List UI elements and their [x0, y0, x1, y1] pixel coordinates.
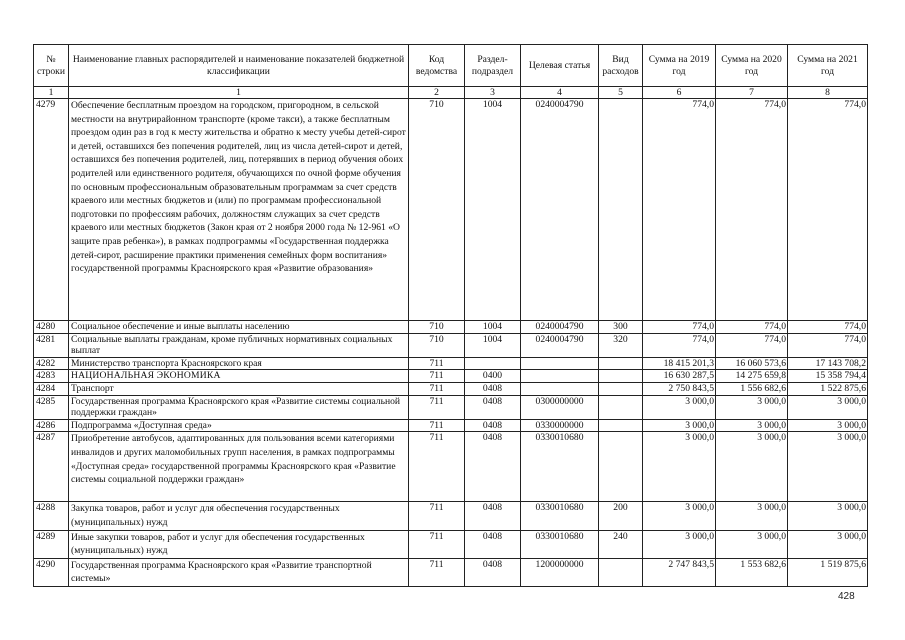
row-exp-type [599, 357, 643, 370]
row-number: 4283 [34, 370, 69, 383]
row-target: 0240004790 [521, 99, 599, 321]
row-sum-2019: 3 000,0 [643, 395, 716, 419]
row-sum-2019: 774,0 [643, 321, 716, 334]
row-dept-code: 711 [409, 419, 465, 432]
row-dept-code: 711 [409, 395, 465, 419]
row-number: 4280 [34, 321, 69, 334]
row-target: 0330000000 [521, 419, 599, 432]
row-target [521, 370, 599, 383]
col-number: 3 [465, 87, 521, 99]
col-header-target: Целевая статья [521, 45, 599, 87]
col-number: 8 [788, 87, 868, 99]
col-header-sum-2021: Сумма на 2021 год [788, 45, 868, 87]
row-section: 0400 [465, 370, 521, 383]
row-dept-code: 711 [409, 558, 465, 586]
col-header-sum-2020: Сумма на 2020 год [716, 45, 788, 87]
row-sum-2019: 2 747 843,5 [643, 558, 716, 586]
row-section: 0408 [465, 395, 521, 419]
col-number: 4 [521, 87, 599, 99]
row-number: 4290 [34, 558, 69, 586]
row-section: 0408 [465, 382, 521, 395]
col-header-name: Наименование главных распорядителей и наименование показателей бюджетной классификации [69, 45, 409, 87]
row-section: 1004 [465, 321, 521, 334]
row-section: 0408 [465, 419, 521, 432]
row-dept-code: 711 [409, 370, 465, 383]
row-sum-2020: 3 000,0 [716, 419, 788, 432]
row-sum-2021: 3 000,0 [788, 419, 868, 432]
col-header-exp-type: Вид расходов [599, 45, 643, 87]
row-exp-type [599, 370, 643, 383]
row-dept-code: 711 [409, 530, 465, 558]
row-target: 0330010680 [521, 432, 599, 502]
table-row [34, 419, 868, 432]
col-number: 6 [643, 87, 716, 99]
page-number: 428 [838, 591, 855, 602]
col-number: 7 [716, 87, 788, 99]
row-sum-2020: 3 000,0 [716, 432, 788, 502]
row-sum-2021: 3 000,0 [788, 395, 868, 419]
col-header-dept: Код ведомства [409, 45, 465, 87]
row-name: Государственная программа Красноярского края «Развитие системы социальной поддержки граждан» [69, 395, 409, 419]
row-name: Министерство транспорта Красноярского края [69, 357, 409, 370]
table-row [34, 321, 868, 334]
col-number: 1 [34, 87, 69, 99]
row-section: 1004 [465, 99, 521, 321]
row-sum-2020: 774,0 [716, 333, 788, 357]
row-sum-2019: 3 000,0 [643, 502, 716, 530]
row-sum-2019: 3 000,0 [643, 419, 716, 432]
row-sum-2020: 14 275 659,8 [716, 370, 788, 383]
row-section: 0408 [465, 530, 521, 558]
row-dept-code: 710 [409, 333, 465, 357]
col-header-sum-2019: Сумма на 2019 год [643, 45, 716, 87]
row-sum-2020: 16 060 573,6 [716, 357, 788, 370]
table-row [34, 357, 868, 370]
row-name: Транспорт [69, 382, 409, 395]
row-sum-2021: 774,0 [788, 333, 868, 357]
row-sum-2019: 3 000,0 [643, 530, 716, 558]
row-section: 0408 [465, 502, 521, 530]
row-target: 0240004790 [521, 321, 599, 334]
row-name: Государственная программа Красноярского края «Развитие транспортной системы» [69, 558, 409, 586]
row-dept-code: 710 [409, 99, 465, 321]
row-name: НАЦИОНАЛЬНАЯ ЭКОНОМИКА [69, 370, 409, 383]
row-exp-type [599, 558, 643, 586]
row-exp-type: 240 [599, 530, 643, 558]
row-section: 0408 [465, 558, 521, 586]
col-header-row-no: № строки [34, 45, 69, 87]
row-target [521, 382, 599, 395]
row-number: 4286 [34, 419, 69, 432]
row-number: 4289 [34, 530, 69, 558]
row-sum-2021: 3 000,0 [788, 432, 868, 502]
row-exp-type: 200 [599, 502, 643, 530]
col-number: 5 [599, 87, 643, 99]
row-target [521, 357, 599, 370]
table-row [34, 558, 868, 586]
row-name: Обеспечение бесплатным проездом на городском, пригородном, в сельской местности на внутрирайонном транспорте (кроме такси), а также бесплатным проездом один раз в год к месту жительства и обратно к месту учебы детей-сирот и детей, оставшихся без попечения родителей, лиц из числа детей-сирот и детей, оставшихся без попечения родителей, лиц, потерявших в период обучения обоих родителей или единственного родителя, обучающихся по очной форме обучения по основным профессиональным образовательным программам за счет средств краевого или местных бюджетов и (или) по программам профессиональной подготовки по профессиям рабочих, должностям служащих за счет средств краевого или местных бюджетов (Закон края от 2 ноября 2000 года № 12-961 «О защите прав ребенка»), в рамках подпрограммы «Государственная поддержка детей-сирот, расширение практики применения семейных форм воспитания» государственной программы Красноярского края «Развитие образования» [69, 99, 409, 321]
col-number: 1 [69, 87, 409, 99]
row-sum-2020: 3 000,0 [716, 530, 788, 558]
table-row [34, 530, 868, 558]
row-sum-2020: 774,0 [716, 321, 788, 334]
row-sum-2021: 3 000,0 [788, 502, 868, 530]
row-sum-2021: 774,0 [788, 99, 868, 321]
row-number: 4287 [34, 432, 69, 502]
row-number: 4285 [34, 395, 69, 419]
row-exp-type [599, 382, 643, 395]
row-sum-2020: 1 556 682,6 [716, 382, 788, 395]
row-sum-2021: 3 000,0 [788, 530, 868, 558]
row-dept-code: 711 [409, 357, 465, 370]
row-name: Приобретение автобусов, адаптированных для пользования всеми категориями инвалидов и других маломобильных групп населения, в рамках подпрограммы «Доступная среда» государственной программы Красноярского края «Развитие системы социальной поддержки граждан» [69, 432, 409, 502]
row-name: Социальное обеспечение и иные выплаты населению [69, 321, 409, 334]
table-row [34, 333, 868, 357]
row-number: 4284 [34, 382, 69, 395]
row-name: Подпрограмма «Доступная среда» [69, 419, 409, 432]
row-exp-type [599, 99, 643, 321]
row-sum-2021: 1 519 875,6 [788, 558, 868, 586]
row-sum-2020: 3 000,0 [716, 395, 788, 419]
row-sum-2020: 774,0 [716, 99, 788, 321]
row-exp-type: 320 [599, 333, 643, 357]
row-section: 0408 [465, 432, 521, 502]
row-target: 1200000000 [521, 558, 599, 586]
row-target: 0300000000 [521, 395, 599, 419]
row-number: 4279 [34, 99, 69, 321]
table-row [34, 382, 868, 395]
row-exp-type [599, 432, 643, 502]
budget-table [33, 44, 868, 587]
table-row [34, 99, 868, 321]
column-number-row [34, 87, 868, 99]
row-number: 4288 [34, 502, 69, 530]
row-sum-2019: 774,0 [643, 99, 716, 321]
table-row [34, 395, 868, 419]
row-sum-2021: 774,0 [788, 321, 868, 334]
table-row [34, 432, 868, 502]
row-sum-2019: 18 415 201,3 [643, 357, 716, 370]
header-row [34, 45, 868, 87]
row-sum-2019: 2 750 843,5 [643, 382, 716, 395]
row-sum-2021: 17 143 708,2 [788, 357, 868, 370]
row-exp-type [599, 419, 643, 432]
row-sum-2019: 16 630 287,5 [643, 370, 716, 383]
row-name: Социальные выплаты гражданам, кроме публичных нормативных социальных выплат [69, 333, 409, 357]
row-dept-code: 711 [409, 432, 465, 502]
table-row [34, 502, 868, 530]
row-name: Закупка товаров, работ и услуг для обеспечения государственных (муниципальных) нужд [69, 502, 409, 530]
row-target: 0240004790 [521, 333, 599, 357]
row-dept-code: 711 [409, 502, 465, 530]
row-sum-2020: 1 553 682,6 [716, 558, 788, 586]
row-sum-2020: 3 000,0 [716, 502, 788, 530]
row-section: 1004 [465, 333, 521, 357]
row-number: 4282 [34, 357, 69, 370]
row-section [465, 357, 521, 370]
col-number: 2 [409, 87, 465, 99]
row-name: Иные закупки товаров, работ и услуг для обеспечения государственных (муниципальных) нужд [69, 530, 409, 558]
row-exp-type: 300 [599, 321, 643, 334]
row-target: 0330010680 [521, 530, 599, 558]
row-sum-2019: 3 000,0 [643, 432, 716, 502]
row-sum-2021: 15 358 794,4 [788, 370, 868, 383]
col-header-section: Раздел-подраздел [465, 45, 521, 87]
row-exp-type [599, 395, 643, 419]
row-sum-2019: 774,0 [643, 333, 716, 357]
row-target: 0330010680 [521, 502, 599, 530]
table-row [34, 370, 868, 383]
row-sum-2021: 1 522 875,6 [788, 382, 868, 395]
row-dept-code: 710 [409, 321, 465, 334]
row-dept-code: 711 [409, 382, 465, 395]
row-number: 4281 [34, 333, 69, 357]
